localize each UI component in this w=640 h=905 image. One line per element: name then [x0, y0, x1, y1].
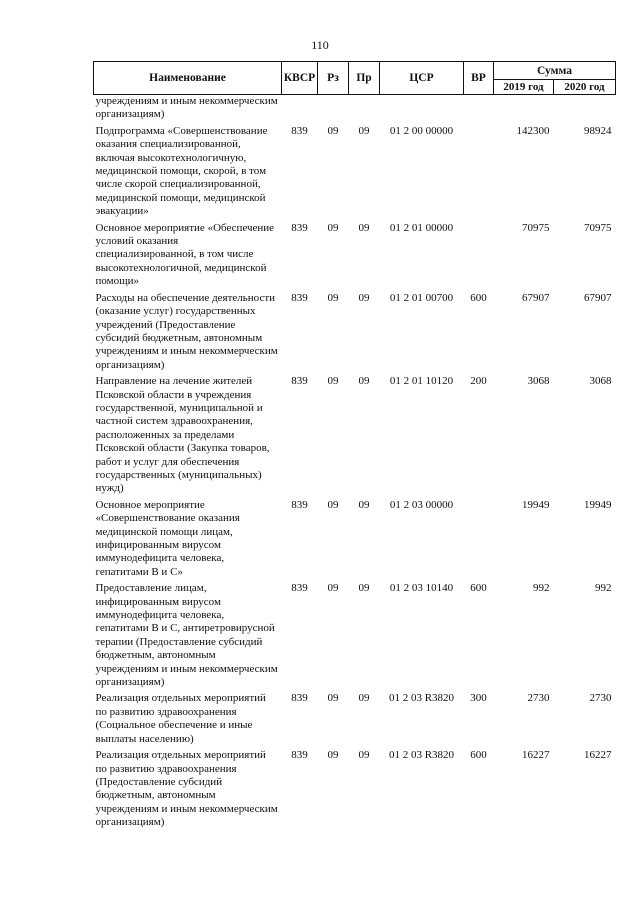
row-vr: 600 — [470, 291, 487, 304]
row-sum-2019: 16227 — [522, 749, 550, 762]
table-row — [94, 496, 616, 579]
row-pr: 09 — [358, 692, 370, 705]
row-rz: 09 — [327, 291, 339, 304]
row-kvsr: 839 — [291, 582, 308, 595]
row-pr: 09 — [358, 749, 370, 762]
row-kvsr: 839 — [291, 692, 308, 705]
row-sum-2019: 70975 — [522, 221, 550, 234]
row-name: Предоставление лицам, инфицированным вирусом иммунодефицита человека, гепатитами В и С, антиретровирусной терапии (Предоставление субсидий бюджетным, автономным учреждениям и иным некоммерческим организациям) — [95, 582, 278, 689]
row-pr: 09 — [358, 221, 370, 234]
row-name: Направление на лечение жителей Псковской области в учреждения государственной, муниципальной и частной систем здравоохранения, расположенных за пределами Псковской области (Закупка товаров, работ и услуг для обеспечения государственных (муниципальных) нужд) — [95, 375, 270, 495]
row-name: Реализация отдельных мероприятий по развитию здравоохранения (Социальное обеспечение и иные выплаты населению) — [95, 692, 266, 745]
table-row — [94, 219, 616, 289]
row-csr: 01 2 03 R3820 — [388, 692, 455, 705]
row-csr: 01 2 01 00700 — [389, 291, 454, 304]
row-vr: 600 — [470, 749, 487, 762]
table-row — [94, 579, 616, 689]
row-rz: 09 — [327, 498, 339, 511]
row-vr — [464, 496, 494, 579]
row-vr — [464, 219, 494, 289]
row-sum-2020: 2730 — [589, 692, 612, 705]
row-vr: 600 — [470, 582, 487, 595]
row-sum-2019: 2730 — [527, 692, 550, 705]
table-row — [94, 122, 616, 219]
row-name: Реализация отдельных мероприятий по развитию здравоохранения (Предоставление субсидий бюджетным, автономным учреждениям и иным некоммерческим организациям) — [95, 749, 278, 829]
row-name: Расходы на обеспечение деятельности (оказание услуг) государственных учреждений (Предоставление субсидий бюджетным, автономным учреждениям и иным некоммерческим организациям) — [95, 291, 278, 371]
row-pr: 09 — [358, 498, 370, 511]
row-vr: 300 — [470, 692, 487, 705]
table-row — [94, 746, 616, 829]
continuation-row — [94, 95, 616, 122]
row-vr: 200 — [470, 375, 487, 388]
row-sum-2020: 98924 — [584, 124, 612, 137]
row-pr: 09 — [358, 291, 370, 304]
continuation-text: учреждениям и иным некоммерческим организациям) — [95, 95, 278, 121]
row-csr: 01 2 03 00000 — [389, 498, 454, 511]
header-pr: Пр — [349, 62, 380, 95]
header-year-2019: 2019 год — [494, 80, 554, 95]
row-rz: 09 — [327, 221, 339, 234]
row-kvsr: 839 — [291, 221, 308, 234]
table-row — [94, 289, 616, 372]
row-csr: 01 2 03 10140 — [389, 582, 454, 595]
row-kvsr: 839 — [291, 291, 308, 304]
row-pr: 09 — [358, 375, 370, 388]
row-csr: 01 2 01 10120 — [389, 375, 454, 388]
table-row — [94, 689, 616, 746]
header-csr: ЦСР — [380, 62, 464, 95]
row-name: Подпрограмма «Совершенствование оказания специализированной, включая высокотехнологичную, медицинской помощи, скорой, в том числе скорой специализированной, медицинской помощи, медицинской эвакуации» — [95, 124, 268, 218]
row-sum-2020: 3068 — [589, 375, 612, 388]
row-sum-2019: 67907 — [522, 291, 550, 304]
row-sum-2019: 142300 — [516, 124, 550, 137]
header-rz: Рз — [318, 62, 349, 95]
header-sum: Сумма — [494, 62, 616, 80]
header-name: Наименование — [94, 62, 282, 95]
table-body — [94, 95, 616, 830]
row-rz: 09 — [327, 692, 339, 705]
row-pr: 09 — [358, 582, 370, 595]
row-rz: 09 — [327, 124, 339, 137]
row-rz: 09 — [327, 749, 339, 762]
table-row — [94, 372, 616, 496]
row-sum-2020: 16227 — [584, 749, 612, 762]
row-csr: 01 2 03 R3820 — [388, 749, 455, 762]
row-sum-2019: 3068 — [527, 375, 550, 388]
row-name: Основное мероприятие «Совершенствование оказания медицинской помощи лицам, инфицированным вирусом иммунодефицита человека, гепатитами В и С» — [95, 498, 240, 578]
row-name: Основное мероприятие «Обеспечение условий оказания специализированной, в том числе высокотехнологичной, медицинской помощи» — [95, 221, 275, 288]
header-year-2020: 2020 год — [554, 80, 616, 95]
header-kvsr: КВСР — [282, 62, 318, 95]
row-sum-2020: 992 — [595, 582, 612, 595]
header-vr: ВР — [464, 62, 494, 95]
row-pr: 09 — [358, 124, 370, 137]
row-sum-2019: 992 — [533, 582, 550, 595]
row-rz: 09 — [327, 375, 339, 388]
row-rz: 09 — [327, 582, 339, 595]
budget-table — [93, 61, 616, 830]
row-sum-2020: 19949 — [584, 498, 612, 511]
table-header — [94, 62, 616, 95]
row-csr: 01 2 01 00000 — [389, 221, 454, 234]
budget-table-container — [93, 61, 615, 830]
row-kvsr: 839 — [291, 498, 308, 511]
row-csr: 01 2 00 00000 — [389, 124, 454, 137]
row-sum-2020: 70975 — [584, 221, 612, 234]
row-kvsr: 839 — [291, 749, 308, 762]
row-sum-2020: 67907 — [584, 291, 612, 304]
page-number: 110 — [311, 38, 329, 52]
row-kvsr: 839 — [291, 375, 308, 388]
row-sum-2019: 19949 — [522, 498, 550, 511]
row-vr — [464, 122, 494, 219]
row-kvsr: 839 — [291, 124, 308, 137]
